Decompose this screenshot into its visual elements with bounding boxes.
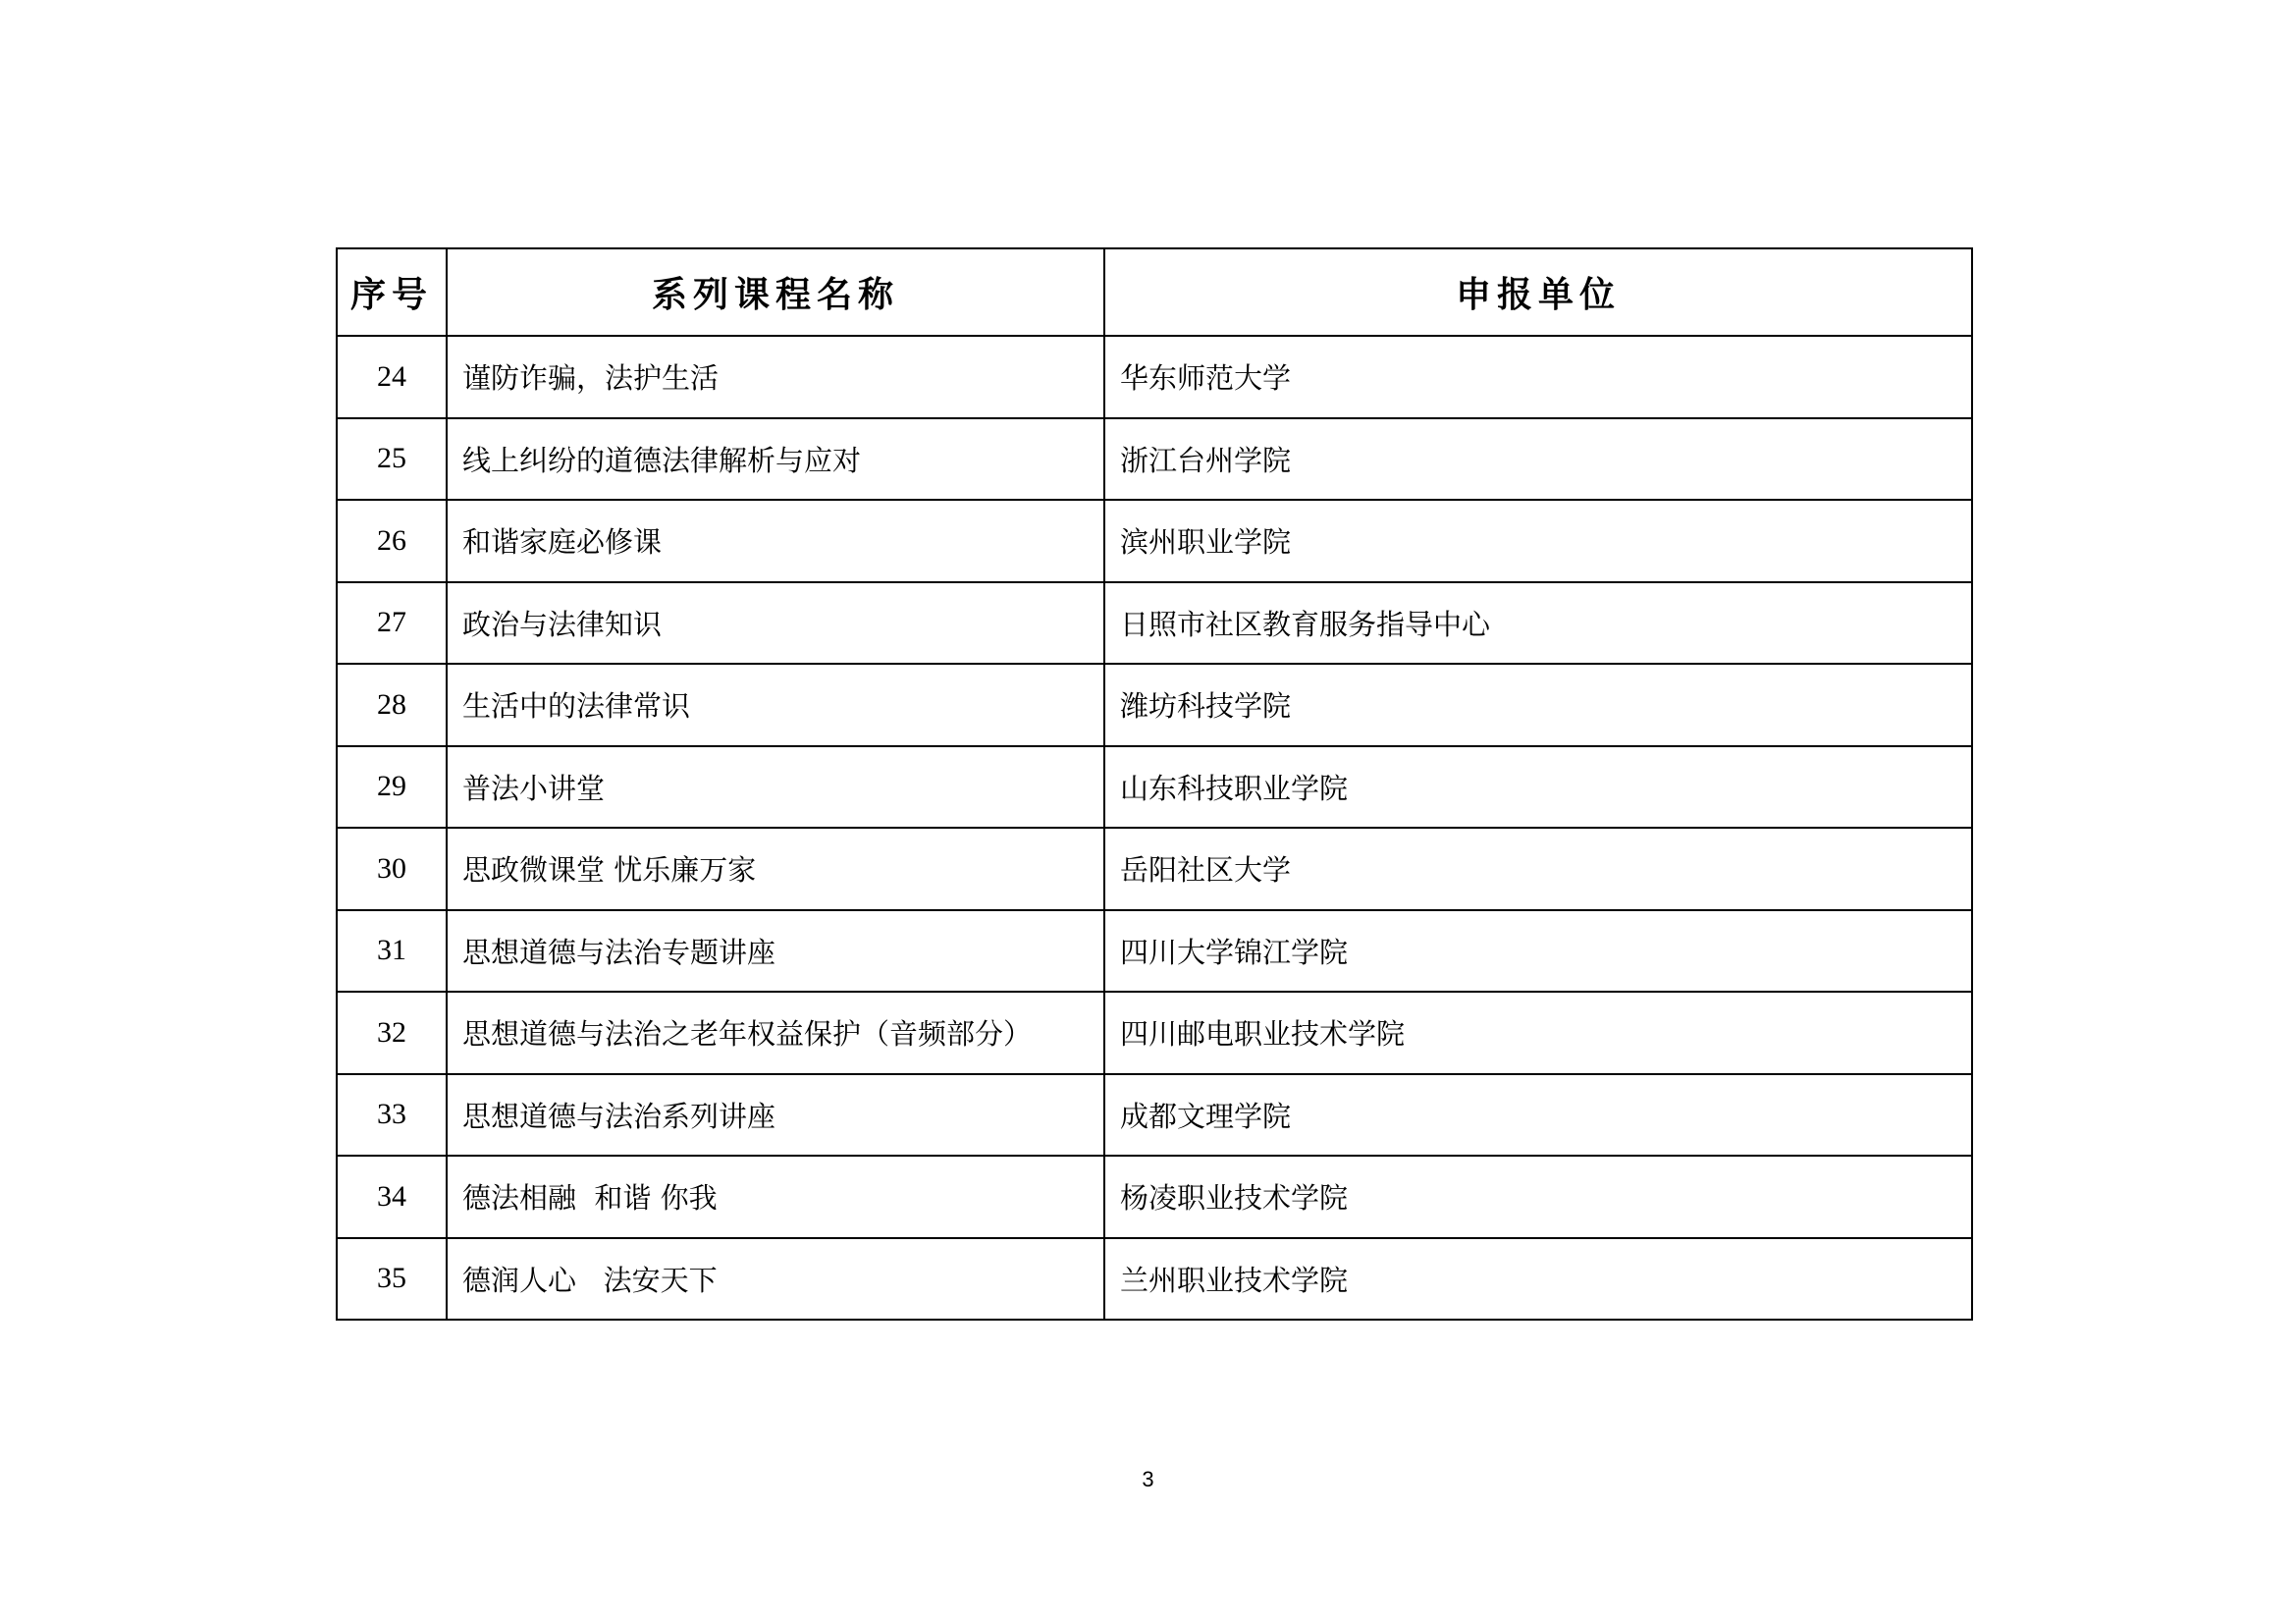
applicant-unit-cell: 滨州职业学院 [1104,500,1972,582]
page-number: 3 [1142,1467,1154,1491]
table-row [337,500,1972,582]
course-name-cell: 思想道德与法治之老年权益保护（音频部分） [447,992,1104,1074]
applicant-unit-cell: 四川大学锦江学院 [1104,910,1972,993]
serial-number-cell: 27 [337,582,447,665]
serial-number-cell: 30 [337,828,447,910]
table-row [337,582,1972,665]
header-applicant-unit: 申报单位 [1104,248,1972,336]
serial-number-cell: 32 [337,992,447,1074]
table-row [337,418,1972,501]
applicant-unit-cell: 日照市社区教育服务指导中心 [1104,582,1972,665]
serial-number-cell: 34 [337,1156,447,1238]
course-name-cell: 谨防诈骗，法护生活 [447,336,1104,418]
course-name-cell: 思想道德与法治系列讲座 [447,1074,1104,1157]
table-row [337,828,1972,910]
serial-number-cell: 24 [337,336,447,418]
applicant-unit-cell: 杨凌职业技术学院 [1104,1156,1972,1238]
table-row [337,336,1972,418]
course-name-cell: 普法小讲堂 [447,746,1104,829]
serial-number-cell: 26 [337,500,447,582]
course-name-cell: 线上纠纷的道德法律解析与应对 [447,418,1104,501]
serial-number-cell: 25 [337,418,447,501]
header-serial-number: 序号 [337,248,447,336]
course-name-cell: 德润人心 法安天下 [447,1238,1104,1321]
applicant-unit-cell: 浙江台州学院 [1104,418,1972,501]
serial-number-cell: 33 [337,1074,447,1157]
header-course-name: 系列课程名称 [447,248,1104,336]
table-row [337,664,1972,746]
course-table [336,247,1973,1321]
table-row [337,1156,1972,1238]
serial-number-cell: 31 [337,910,447,993]
applicant-unit-cell: 华东师范大学 [1104,336,1972,418]
table-row [337,1074,1972,1157]
applicant-unit-cell: 兰州职业技术学院 [1104,1238,1972,1321]
serial-number-cell: 35 [337,1238,447,1321]
course-name-cell: 政治与法律知识 [447,582,1104,665]
course-name-cell: 思想道德与法治专题讲座 [447,910,1104,993]
applicant-unit-cell: 山东科技职业学院 [1104,746,1972,829]
course-name-cell: 思政微课堂 忧乐廉万家 [447,828,1104,910]
applicant-unit-cell: 成都文理学院 [1104,1074,1972,1157]
serial-number-cell: 29 [337,746,447,829]
course-name-cell: 生活中的法律常识 [447,664,1104,746]
table-row [337,992,1972,1074]
applicant-unit-cell: 岳阳社区大学 [1104,828,1972,910]
course-name-cell: 德法相融 和谐 你我 [447,1156,1104,1238]
applicant-unit-cell: 四川邮电职业技术学院 [1104,992,1972,1074]
table-row [337,1238,1972,1321]
applicant-unit-cell: 潍坊科技学院 [1104,664,1972,746]
serial-number-cell: 28 [337,664,447,746]
table-row [337,910,1972,993]
table-header-row [337,248,1972,336]
table-row [337,746,1972,829]
course-name-cell: 和谐家庭必修课 [447,500,1104,582]
